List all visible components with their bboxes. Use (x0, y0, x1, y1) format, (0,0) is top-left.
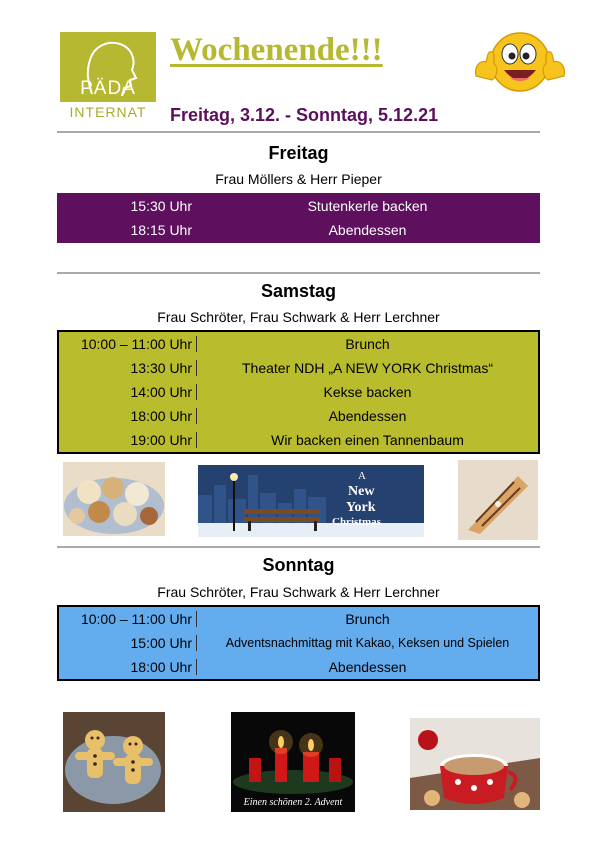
schedule-activity: Kekse backen (323, 384, 412, 400)
schedule-activity: Stutenkerle backen (307, 198, 428, 214)
divider (57, 131, 540, 133)
hot-cocoa-photo (410, 718, 540, 810)
sunday-title: Sonntag (262, 555, 335, 575)
thumbs-up-smiley-icon (470, 28, 570, 100)
sunday-schedule (57, 605, 540, 681)
saturday-title: Samstag (260, 281, 337, 301)
saturday-schedule (57, 330, 540, 454)
schedule-activity: Brunch (345, 611, 390, 627)
saturday-staff: Frau Schröter, Frau Schwark & Herr Lerchner (157, 309, 440, 325)
schedule-time: 18:15 Uhr (130, 222, 192, 238)
ny-banner-text-new: New (348, 484, 375, 499)
schedule-time: 10:00 – 11:00 Uhr (59, 611, 197, 627)
schedule-row (59, 356, 538, 380)
ny-banner-text-york: York (346, 500, 376, 515)
advent-candles-photo (231, 712, 355, 812)
ny-banner-text-christmas: Christmas (332, 516, 381, 528)
schedule-row (58, 194, 539, 218)
logo-subtitle: INTERNAT (69, 104, 147, 120)
schedule-row (59, 380, 538, 404)
schedule-activity: Abendessen (328, 659, 407, 675)
logo-band (60, 102, 156, 124)
advent-caption: Einen schönen 2. Advent (243, 797, 343, 808)
gingerbread-men-photo (63, 712, 165, 812)
schedule-activity: Theater NDH „A NEW YORK Christmas“ (241, 360, 493, 376)
divider (57, 272, 540, 274)
friday-schedule (57, 193, 540, 243)
schedule-row (58, 218, 539, 242)
schedule-activity: Adventsnachmittag mit Kakao, Keksen und Spielen (225, 636, 510, 650)
schedule-time: 15:00 Uhr (59, 635, 197, 651)
page-title: Wochenende!!! (170, 32, 383, 68)
schedule-time: 15:30 Uhr (130, 198, 192, 214)
schedule-activity: Wir backen einen Tannenbaum (271, 432, 464, 448)
schedule-time: 14:00 Uhr (59, 384, 197, 400)
schedule-row (59, 607, 538, 631)
ny-banner-text-a: A (358, 470, 366, 482)
schedule-time: 19:00 Uhr (59, 432, 197, 448)
schedule-time: 10:00 – 11:00 Uhr (59, 336, 197, 352)
divider (57, 546, 540, 548)
sunday-staff: Frau Schröter, Frau Schwark & Herr Lerchner (157, 584, 440, 600)
schedule-activity: Abendessen (328, 222, 407, 238)
schedule-row (59, 631, 538, 655)
schedule-row (59, 428, 538, 452)
date-range: Freitag, 3.12. - Sonntag, 5.12.21 (170, 105, 439, 125)
schedule-activity: Abendessen (328, 408, 407, 424)
friday-title: Freitag (268, 143, 329, 163)
pada-internat-logo (60, 32, 156, 124)
schedule-time: 13:30 Uhr (59, 360, 197, 376)
friday-staff: Frau Möllers & Herr Pieper (215, 171, 382, 187)
schedule-row (59, 404, 538, 428)
schedule-row (59, 655, 538, 679)
schedule-time: 18:00 Uhr (59, 408, 197, 424)
schedule-time: 18:00 Uhr (59, 659, 197, 675)
schedule-row (59, 332, 538, 356)
schedule-activity: Brunch (345, 336, 390, 352)
new-york-christmas-banner (198, 465, 424, 537)
logo-name: PÄDA (80, 78, 136, 99)
cookie-tree-photo (458, 460, 538, 540)
cookies-photo (63, 462, 165, 536)
